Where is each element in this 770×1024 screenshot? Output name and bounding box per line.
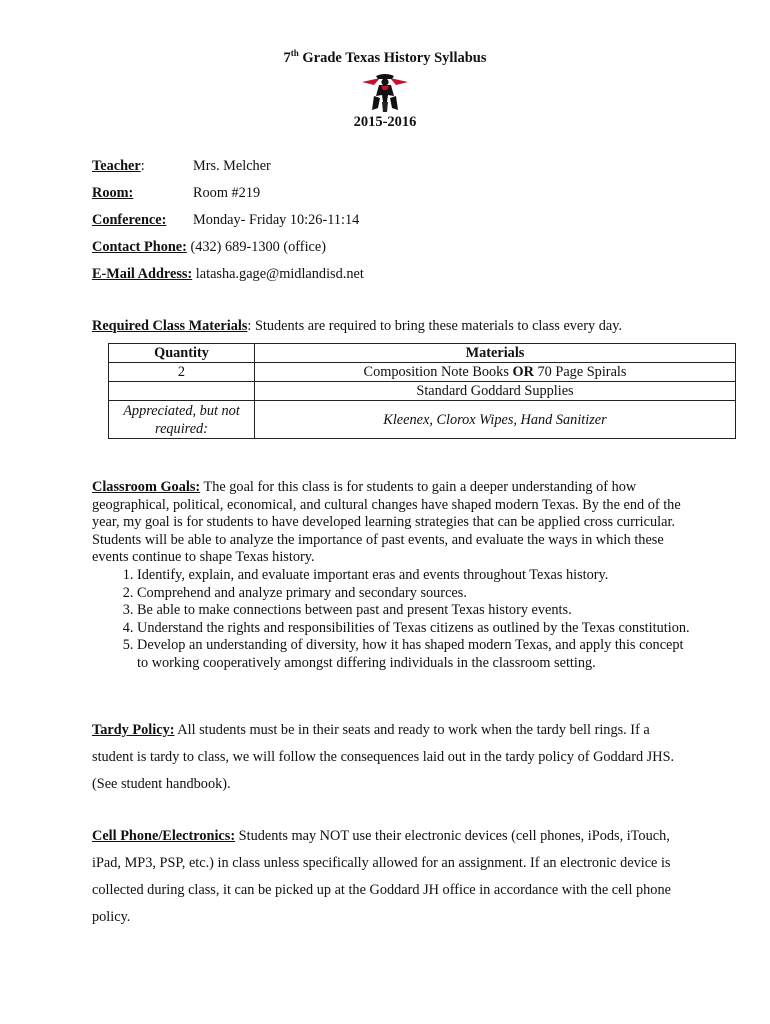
teacher-value: Mrs. Melcher — [193, 158, 271, 174]
phone-row — [92, 237, 732, 264]
quantity-cell — [109, 382, 255, 401]
cell-phone-policy-section — [92, 823, 672, 931]
list-item: 2. Comprehend and analyze primary and secondary sources. — [137, 585, 692, 603]
material-cell: Kleenex, Clorox Wipes, Hand Sanitizer — [255, 401, 736, 439]
material-text-bold: OR — [512, 364, 534, 380]
email-row — [92, 264, 732, 291]
teacher-row — [92, 156, 732, 183]
list-item: 5. Develop an understanding of diversity, how it has shaped modern Texas, and apply this concept to working cooperatively amongst differing individuals in the classroom setting. — [137, 637, 692, 672]
red-raider-mascot-logo — [360, 68, 410, 114]
title-rest: Grade Texas History Syllabus — [298, 49, 487, 66]
room-label — [92, 183, 193, 203]
title-superscript: th — [290, 48, 299, 58]
email-value: latasha.gage@midlandisd.net — [192, 266, 364, 282]
classroom-goals-label-text: Classroom Goals: — [92, 479, 201, 495]
classroom-goals-label — [92, 479, 200, 495]
required-materials-intro — [92, 318, 752, 335]
required-materials-label: Required Class Materials — [92, 318, 248, 334]
materials-header: Materials — [255, 344, 736, 363]
conference-value: Monday- Friday 10:26-11:14 — [193, 212, 360, 228]
page-title — [0, 48, 770, 67]
quantity-cell: 2 — [109, 363, 255, 382]
phone-label — [92, 239, 187, 255]
table-row — [109, 382, 736, 401]
teacher-info — [92, 156, 732, 291]
conference-label — [92, 210, 193, 230]
table-header-row — [109, 344, 736, 363]
classroom-goals-section — [92, 479, 692, 673]
materials-table — [108, 343, 736, 439]
conference-label-text: Conference: — [92, 212, 167, 228]
room-row — [92, 183, 732, 210]
table-row — [109, 363, 736, 382]
teacher-label — [92, 156, 193, 176]
material-cell — [255, 363, 736, 382]
quantity-header: Quantity — [109, 344, 255, 363]
material-text-pre: Composition Note Books — [363, 364, 513, 380]
phone-label-text: Contact Phone: — [92, 239, 187, 255]
title-number: 7 — [283, 49, 291, 66]
tardy-policy-section — [92, 717, 692, 798]
tardy-policy-text: All students must be in their seats and ready to work when the tardy bell rings. If a student is tardy to class, we will follow the consequences laid out in the tardy policy of Goddard JHS. (See student handbook). — [92, 722, 675, 792]
material-text-post: 70 Page Spirals — [533, 364, 627, 380]
table-row — [109, 401, 736, 439]
quantity-cell: Appreciated, but not required: — [109, 401, 255, 439]
cell-phone-policy-text: Students may NOT use their electronic devices (cell phones, iPods, iTouch, iPad, MP3, PSP, etc.) in class unless specifically allowed for an assignment. If an electronic device is collected during class, it can be picked up at the Goddard JH office in accordance with the cell phone policy. — [92, 828, 671, 925]
classroom-goals-text: The goal for this class is for students to gain a deeper understanding of how geographical, political, economical, and cultural changes have shaped modern Texas. By the end of the year, my goal is for students to have developed learning strategies that can be applied cross curricular. Students will be able to analyze the importance of past events, and evaluate the ways in which these events continue to shape Texas history. — [92, 479, 681, 566]
tardy-policy-label — [92, 722, 174, 738]
list-item: 1. Identify, explain, and evaluate important eras and events throughout Texas history. — [137, 567, 692, 585]
required-materials-text: : Students are required to bring these materials to class every day. — [247, 318, 623, 334]
list-item: 4. Understand the rights and responsibilities of Texas citizens as outlined by the Texas constitution. — [137, 620, 692, 638]
school-year: 2015-2016 — [353, 114, 417, 130]
list-item: 3. Be able to make connections between past and present Texas history events. — [137, 602, 692, 620]
email-label-text: E-Mail Address: — [92, 266, 193, 282]
cell-phone-policy-label-text: Cell Phone/Electronics: — [92, 828, 236, 844]
cell-phone-policy-label — [92, 828, 235, 844]
goals-list — [92, 567, 692, 673]
teacher-label-text: Teacher — [92, 158, 141, 174]
conference-row — [92, 210, 732, 237]
material-cell: Standard Goddard Supplies — [255, 382, 736, 401]
room-label-text: Room: — [92, 185, 134, 201]
room-value: Room #219 — [193, 185, 261, 201]
tardy-policy-label-text: Tardy Policy: — [92, 722, 175, 738]
teacher-label-colon: : — [140, 158, 145, 174]
phone-value: (432) 689-1300 (office) — [186, 239, 326, 255]
email-label — [92, 266, 192, 282]
